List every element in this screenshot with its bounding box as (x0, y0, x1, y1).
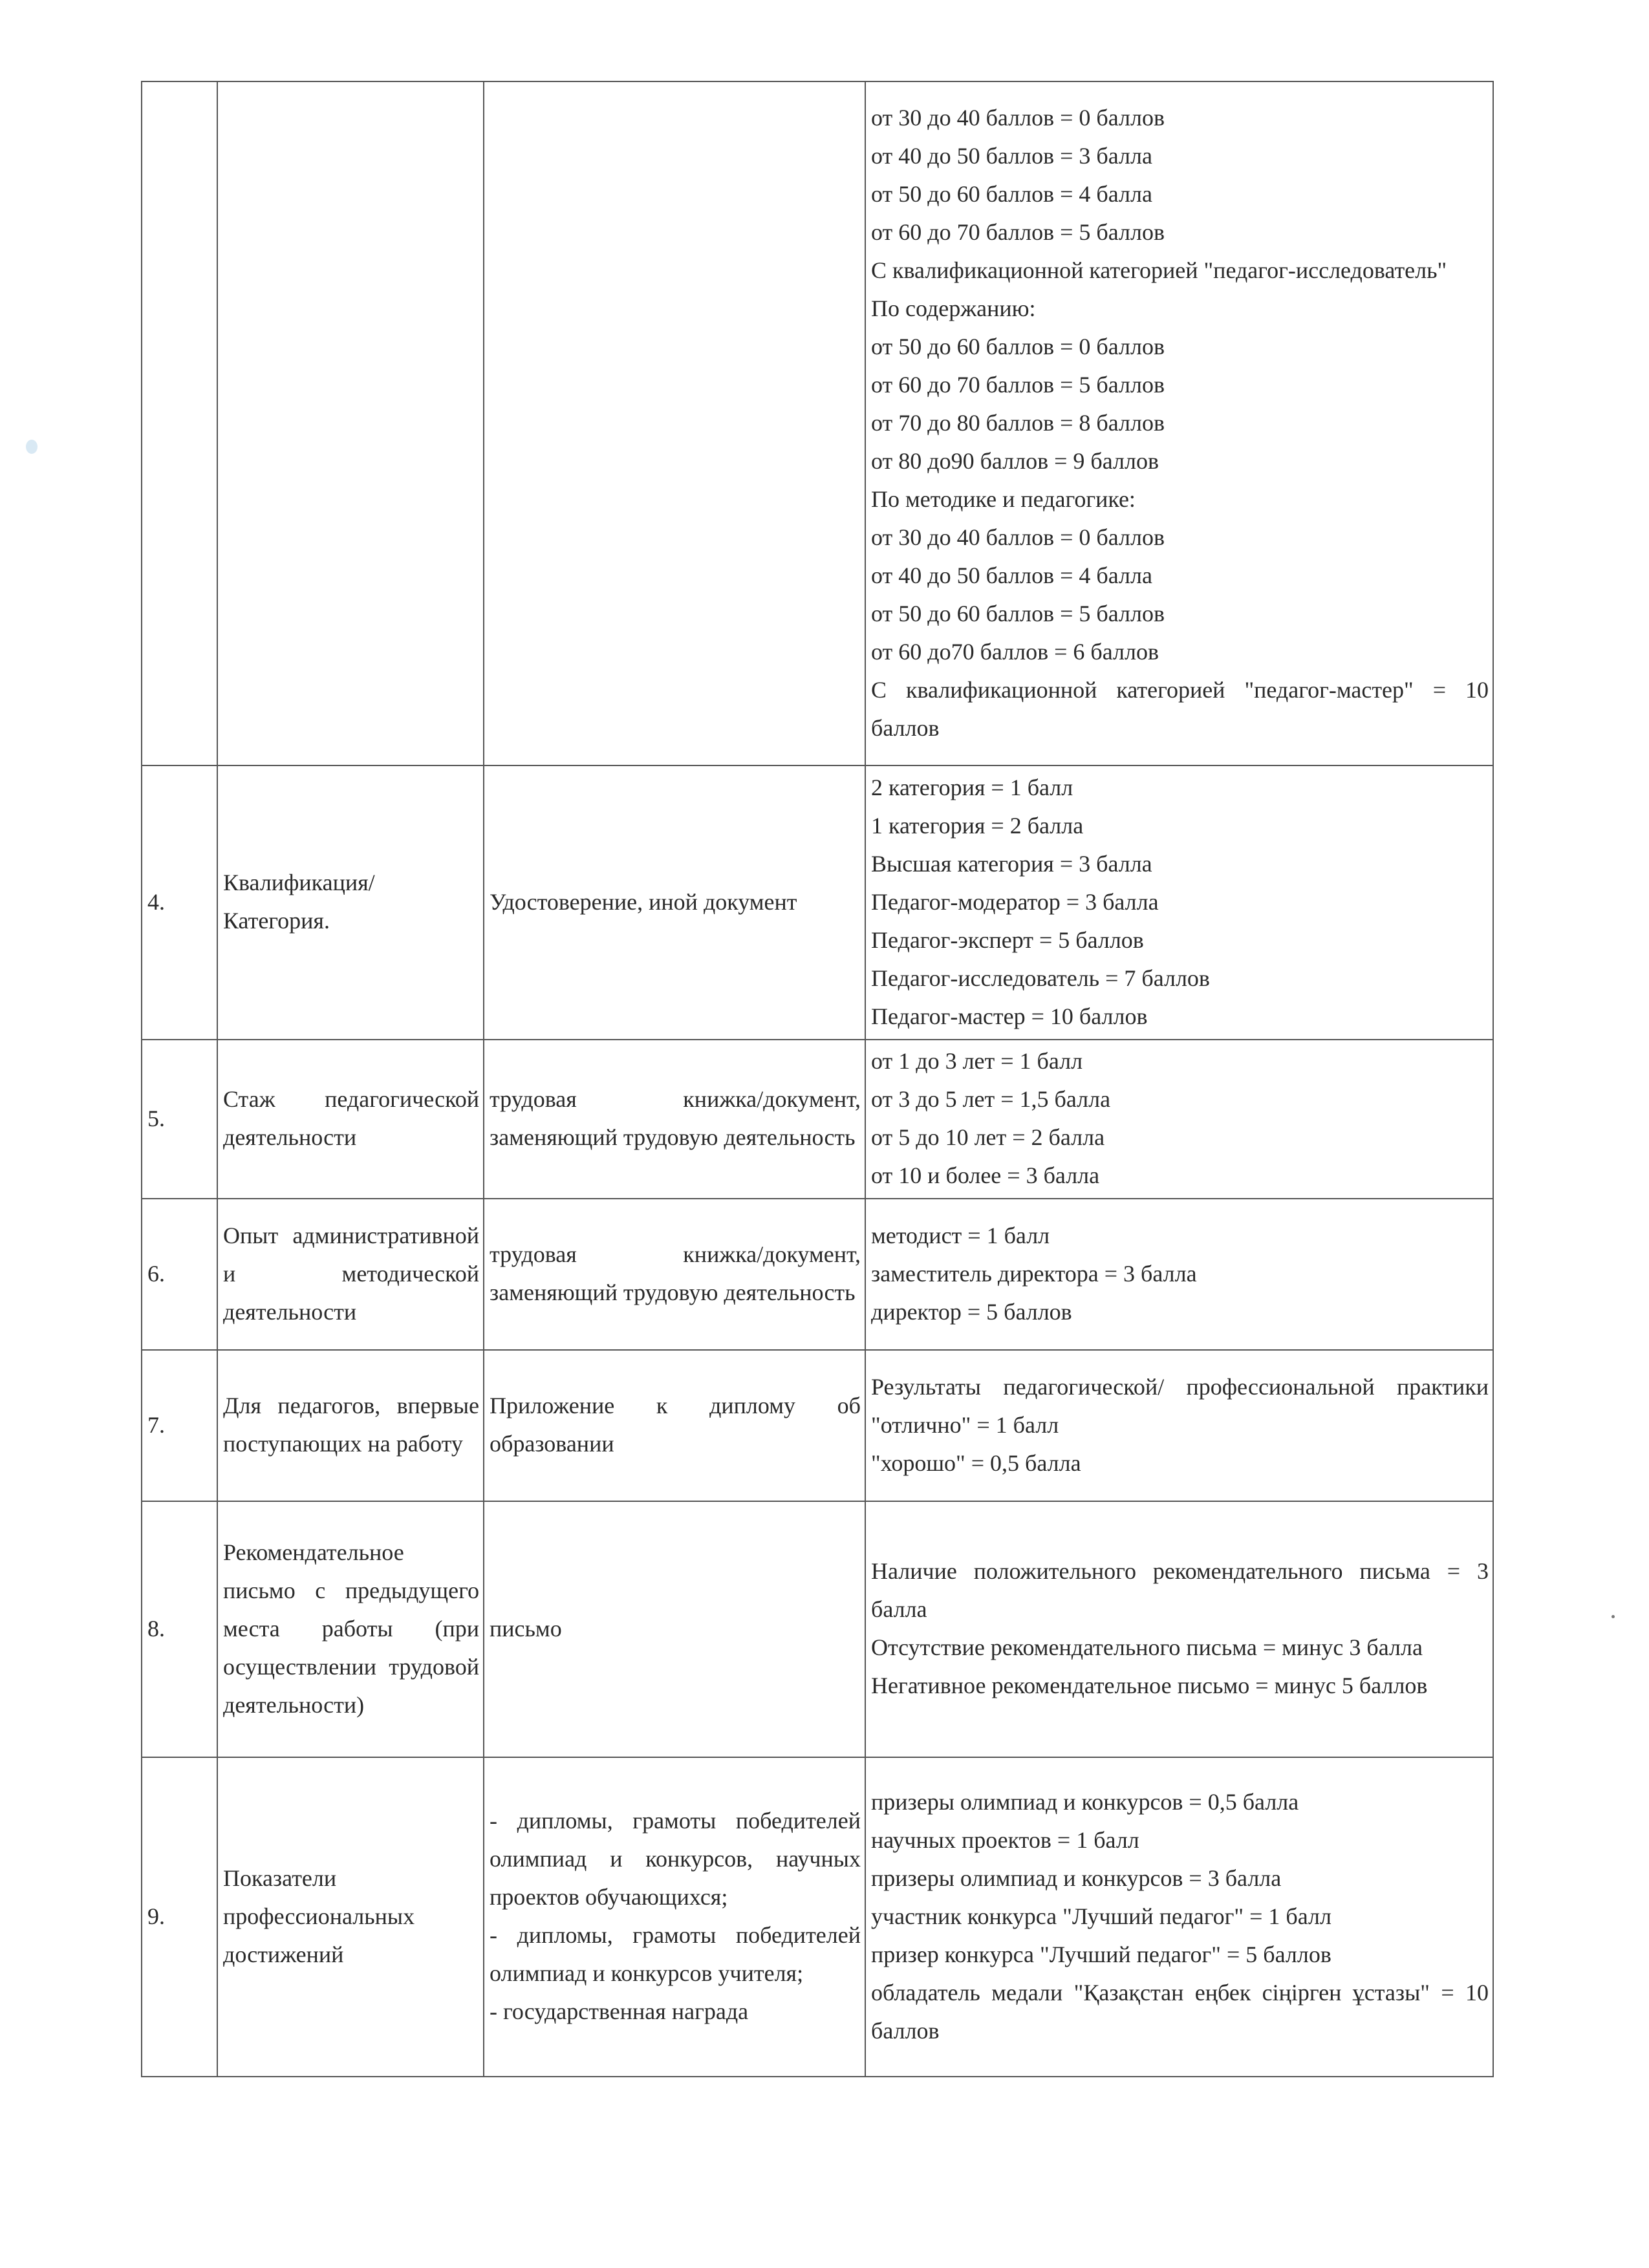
supporting-document-line: письмо (490, 1615, 562, 1642)
table-row (142, 1501, 1493, 1757)
score-rules (865, 1501, 1493, 1757)
score-rules-line: Педагог-модератор = 3 балла (871, 888, 1159, 915)
score-rules (865, 1350, 1493, 1501)
score-rules-line: 2 категория = 1 балл (871, 774, 1073, 800)
supporting-document (484, 1350, 865, 1501)
criterion-name-line: Опыт административной и методической деятельности (223, 1222, 479, 1325)
score-rules-line: от 40 до 50 баллов = 3 балла (871, 142, 1152, 169)
supporting-document (484, 1757, 865, 2077)
criterion-name-line: Показатели профессиональных достижений (223, 1865, 415, 1967)
score-rules-line: от 50 до 60 баллов = 5 баллов (871, 600, 1165, 626)
criterion-name-line: Для педагогов, впервые поступающих на работу (223, 1393, 479, 1457)
score-rules-line: научных проектов = 1 балл (871, 1826, 1139, 1853)
score-rules-line: "хорошо" = 0,5 балла (871, 1450, 1081, 1476)
criteria-rows (142, 81, 1493, 2077)
score-rules-line: С квалификационной категорией "педагог-исследователь" (871, 257, 1447, 283)
score-rules-line: директор = 5 баллов (871, 1298, 1072, 1325)
table-row (142, 1040, 1493, 1199)
row-number (142, 81, 217, 765)
criterion-name-line: Рекомендательное письмо с предыдущего места работы (при осуществлении трудовой деятельности) (223, 1539, 479, 1718)
score-rules-line: Негативное рекомендательное письмо = минус 5 баллов (871, 1673, 1428, 1698)
supporting-document-line: трудовая книжка/документ, заменяющий трудовую деятельность (490, 1086, 861, 1150)
score-rules-line: от 10 и более = 3 балла (871, 1162, 1100, 1188)
supporting-document (484, 765, 865, 1040)
criterion-name-line: Стаж педагогической деятельности (223, 1086, 479, 1150)
supporting-document-line: - государственная награда (490, 1998, 749, 2024)
score-rules-line: 1 категория = 2 балла (871, 812, 1084, 839)
supporting-document (484, 1040, 865, 1199)
score-rules-line: от 50 до 60 баллов = 4 балла (871, 180, 1152, 207)
supporting-document (484, 1501, 865, 1757)
score-rules-line: С квалификационной категорией "педагог-мастер" = 10 баллов (871, 676, 1489, 741)
table-row (142, 81, 1493, 765)
criterion-name (217, 765, 484, 1040)
score-rules-line: от 60 до70 баллов = 6 баллов (871, 638, 1159, 665)
supporting-document-line: Приложение к диплому об образовании (490, 1393, 861, 1457)
criterion-name (217, 1501, 484, 1757)
supporting-document-line: - дипломы, грамоты победителей олимпиад и конкурсов учителя; (490, 1922, 861, 1986)
score-rules-line: от 3 до 5 лет = 1,5 балла (871, 1086, 1111, 1112)
criterion-name (217, 1040, 484, 1199)
row-number: 6. (142, 1199, 217, 1350)
supporting-document (484, 1199, 865, 1350)
table-row (142, 1350, 1493, 1501)
scan-speck (26, 440, 38, 454)
score-rules-line: Педагог-исследователь = 7 баллов (871, 965, 1210, 991)
score-rules-line: Отсутствие рекомендательного письма = минус 3 балла (871, 1634, 1423, 1660)
criterion-name (217, 1757, 484, 2077)
score-rules-line: от 30 до 40 баллов = 0 баллов (871, 104, 1165, 131)
row-number: 8. (142, 1501, 217, 1757)
score-rules-line: от 30 до 40 баллов = 0 баллов (871, 524, 1165, 550)
score-rules-line: Наличие положительного рекомендательного письма = 3 балла (871, 1558, 1489, 1622)
criteria-table (141, 81, 1494, 2077)
criterion-name (217, 1199, 484, 1350)
score-rules (865, 1757, 1493, 2077)
score-rules-line: от 80 до90 баллов = 9 баллов (871, 447, 1159, 474)
supporting-document (484, 81, 865, 765)
score-rules-line: от 1 до 3 лет = 1 балл (871, 1048, 1083, 1074)
score-rules-line: участник конкурса "Лучший педагог" = 1 балл (871, 1903, 1331, 1929)
table-row (142, 1757, 1493, 2077)
criterion-name (217, 1350, 484, 1501)
score-rules-line: от 50 до 60 баллов = 0 баллов (871, 333, 1165, 359)
score-rules-line: призер конкурса "Лучший педагог" = 5 баллов (871, 1941, 1331, 1967)
scan-dot (1611, 1615, 1615, 1618)
supporting-document-line: трудовая книжка/документ, заменяющий трудовую деятельность (490, 1241, 861, 1305)
score-rules-line: Педагог-мастер = 10 баллов (871, 1003, 1148, 1029)
row-number: 7. (142, 1350, 217, 1501)
score-rules-line: от 70 до 80 баллов = 8 баллов (871, 409, 1165, 436)
row-number: 9. (142, 1757, 217, 2077)
score-rules-line: По методике и педагогике: (871, 486, 1136, 512)
score-rules (865, 765, 1493, 1040)
score-rules-line: от 5 до 10 лет = 2 балла (871, 1124, 1105, 1150)
score-rules-line: заместитель директора = 3 балла (871, 1260, 1197, 1287)
score-rules-line: призеры олимпиад и конкурсов = 0,5 балла (871, 1788, 1299, 1815)
score-rules-line: методист = 1 балл (871, 1222, 1050, 1248)
row-number: 4. (142, 765, 217, 1040)
score-rules-line: обладатель медали "Қазақстан еңбек сіңірген ұстазы" = 10 баллов (871, 1979, 1489, 2044)
score-rules (865, 1199, 1493, 1350)
table-row (142, 1199, 1493, 1350)
score-rules-line: Результаты педагогической/ профессиональной практики "отлично" = 1 балл (871, 1373, 1489, 1438)
score-rules-line: По содержанию: (871, 295, 1036, 321)
supporting-document-line: Удостоверение, иной документ (490, 888, 797, 915)
criterion-name-line: Квалификация/Категория. (223, 870, 375, 934)
score-rules (865, 1040, 1493, 1199)
score-rules-line: от 60 до 70 баллов = 5 баллов (871, 219, 1165, 245)
score-rules (865, 81, 1493, 765)
score-rules-line: от 60 до 70 баллов = 5 баллов (871, 371, 1165, 398)
score-rules-line: от 40 до 50 баллов = 4 балла (871, 562, 1152, 588)
criterion-name (217, 81, 484, 765)
row-number: 5. (142, 1040, 217, 1199)
supporting-document-line: - дипломы, грамоты победителей олимпиад и конкурсов, научных проектов обучающихся; (490, 1808, 861, 1910)
score-rules-line: призеры олимпиад и конкурсов = 3 балла (871, 1865, 1282, 1891)
score-rules-line: Педагог-эксперт = 5 баллов (871, 926, 1144, 953)
table-row (142, 765, 1493, 1040)
score-rules-line: Высшая категория = 3 балла (871, 850, 1152, 877)
